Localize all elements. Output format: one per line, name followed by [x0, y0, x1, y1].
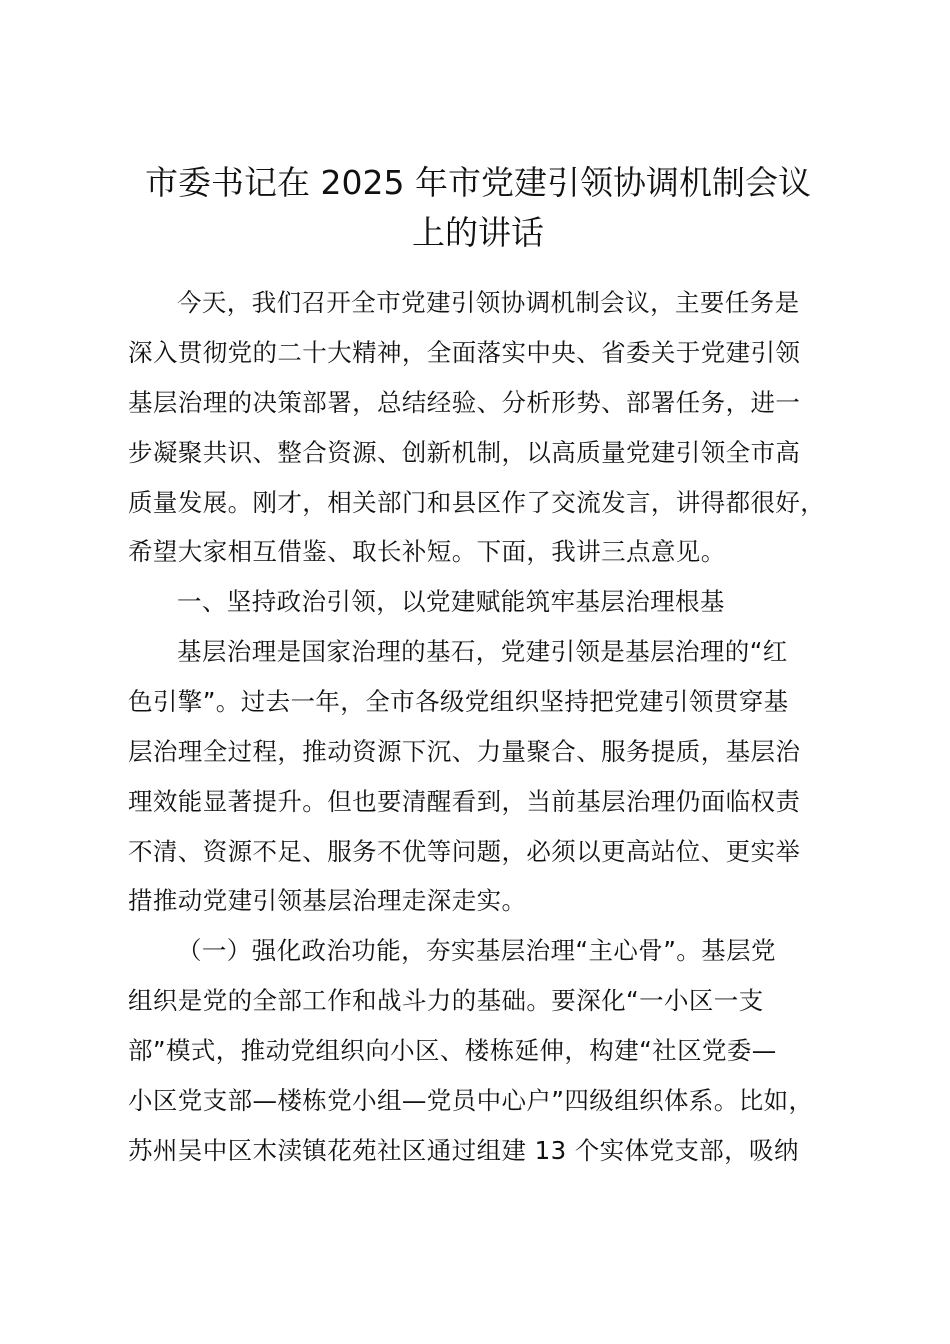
paragraph-line: 基层治理是国家治理的基石，党建引领是基层治理的“红	[177, 637, 788, 666]
paragraph-line: 不清、资源不足、服务不优等问题，必须以更高站位、更实举	[128, 837, 801, 866]
paragraph-line: 步凝聚共识、整合资源、创新机制，以高质量党建引领全市高	[128, 438, 801, 467]
document-title-line-2: 上的讲话	[412, 213, 544, 252]
paragraph-line: 色引擎”。过去一年，全市各级党组织坚持把党建引领贯穿基	[128, 687, 789, 716]
subsection-line: （一）强化政治功能，夯实基层治理“主心骨”。基层党	[177, 936, 776, 965]
document-title-line-1: 市委书记在 2025 年市党建引领协调机制会议	[145, 163, 811, 202]
paragraph-line: 措推动党建引领基层治理走深走实。	[128, 886, 527, 915]
paragraph-line: 苏州吴中区木渎镇花苑社区通过组建 13 个实体党支部，吸纳	[128, 1136, 799, 1165]
section-heading: 一、坚持政治引领，以党建赋能筑牢基层治理根基	[177, 587, 725, 616]
paragraph-line: 希望大家相互借鉴、取长补短。下面，我讲三点意见。	[128, 537, 726, 566]
paragraph-line: 小区党支部—楼栋党小组—党员中心户”四级组织体系。比如，	[128, 1086, 814, 1115]
paragraph-line: 质量发展。刚才，相关部门和县区作了交流发言，讲得都很好，	[128, 488, 826, 517]
paragraph-line: 部”模式，推动党组织向小区、楼栋延伸，构建“社区党委—	[128, 1036, 777, 1065]
paragraph-line: 基层治理的决策部署，总结经验、分析形势、部署任务，进一	[128, 388, 801, 417]
paragraph-line: 理效能显著提升。但也要清醒看到，当前基层治理仍面临权责	[128, 787, 801, 816]
paragraph-line: 组织是党的全部工作和战斗力的基础。要深化“一小区一支	[128, 986, 764, 1015]
paragraph-line: 层治理全过程，推动资源下沉、力量聚合、服务提质，基层治	[128, 737, 801, 766]
paragraph-line: 今天，我们召开全市党建引领协调机制会议，主要任务是	[177, 288, 800, 317]
paragraph-line: 深入贯彻党的二十大精神，全面落实中央、省委关于党建引领	[128, 338, 801, 367]
